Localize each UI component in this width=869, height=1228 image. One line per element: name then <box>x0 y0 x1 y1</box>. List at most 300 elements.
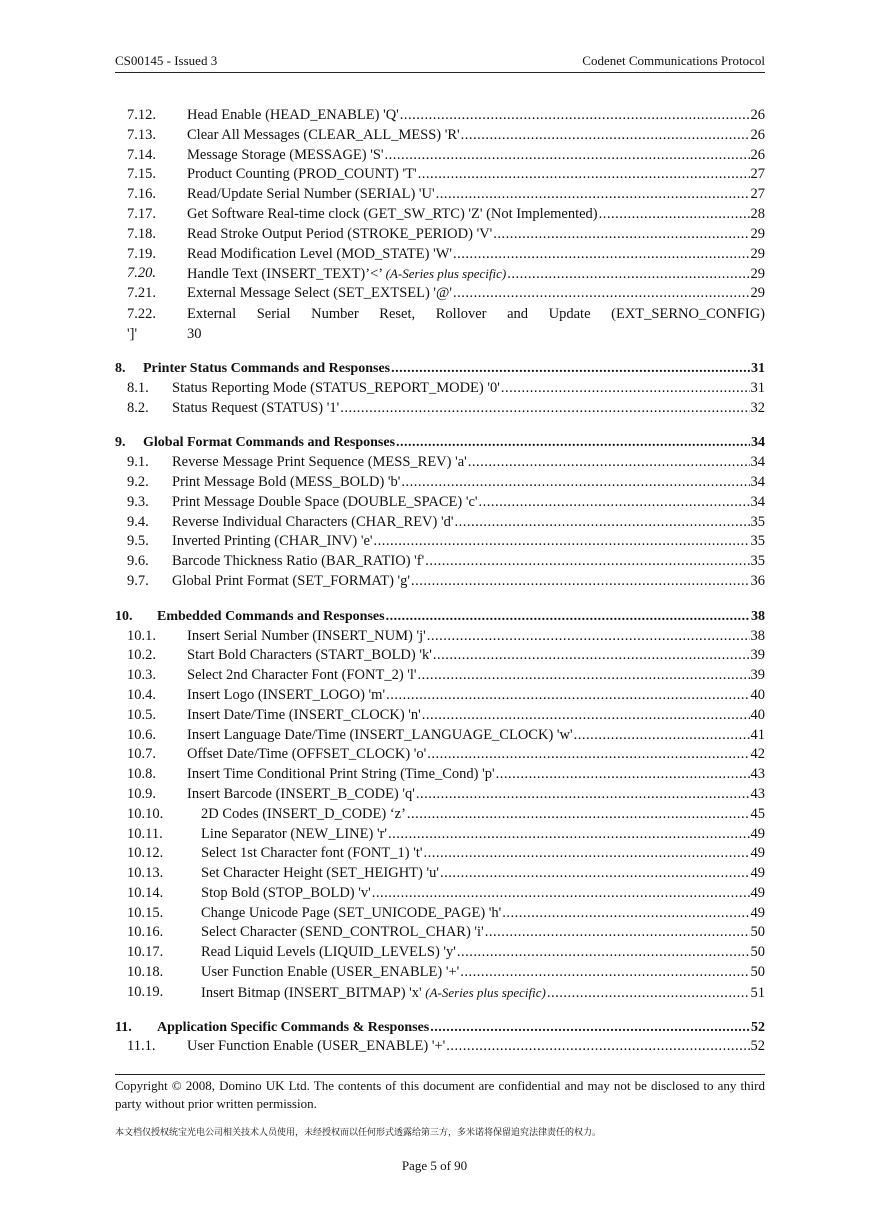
toc-gap <box>115 592 765 607</box>
toc-entry-line <box>187 1037 765 1057</box>
toc-entry-line <box>187 185 765 205</box>
toc-entry-title <box>143 433 395 453</box>
toc-entry-title-text: Select Character (SEND_CONTROL_CHAR) 'i' <box>201 924 484 941</box>
toc-entry[interactable] <box>115 572 765 592</box>
toc-entry[interactable] <box>115 359 765 379</box>
toc-leader-dots <box>496 765 750 785</box>
toc-leader-dots <box>479 493 750 513</box>
toc-entry-page: 34 <box>750 473 765 490</box>
toc-entry-number: 10.10. <box>127 805 164 822</box>
toc-entry-line <box>187 264 765 285</box>
toc-entry[interactable] <box>115 706 765 726</box>
toc-entry-title <box>187 627 426 647</box>
toc-entry-number: 8.2. <box>127 399 149 416</box>
toc-entry-title <box>187 646 432 666</box>
toc-entry-line <box>143 433 765 453</box>
toc-entry-title-text: Read Liquid Levels (LIQUID_LEVELS) 'y' <box>201 944 456 961</box>
toc-entry-line <box>172 552 765 572</box>
doc-title: Codenet Communications Protocol <box>582 53 765 68</box>
toc-entry-number: 9.6. <box>127 553 149 570</box>
toc-entry-number: 7.17. <box>127 205 156 222</box>
toc-entry-line <box>172 473 765 493</box>
toc-entry-title-text: Print Message Double Space (DOUBLE_SPACE) 'c' <box>172 493 478 510</box>
toc-entry-number: 10.18. <box>127 964 164 981</box>
toc-entry-number: 9.7. <box>127 572 149 589</box>
toc-entry-line <box>172 453 765 473</box>
doc-id: CS00145 - Issued 3 <box>115 53 218 68</box>
toc-entry-page: 26 <box>750 146 765 163</box>
toc-leader-dots <box>468 453 750 473</box>
toc-entry-title <box>172 379 500 399</box>
toc-entry-title <box>187 106 399 126</box>
toc-entry-title <box>172 513 453 533</box>
toc-entry-title-text: Head Enable (HEAD_ENABLE) 'Q' <box>187 107 399 123</box>
toc-entry-page: 31 <box>751 360 765 376</box>
toc-entry-number: 10.3. <box>127 667 156 684</box>
toc-entry-title-text: Clear All Messages (CLEAR_ALL_MESS) 'R' <box>187 126 460 143</box>
toc-entry-title-text: 2D Codes (INSERT_D_CODE) ‘z’ <box>201 805 406 822</box>
toc-entry-title-text: Product Counting (PROD_COUNT) 'T' <box>187 166 417 183</box>
toc-leader-dots <box>407 805 750 825</box>
toc-entry-page: 49 <box>750 845 765 862</box>
toc-entry-line <box>172 493 765 513</box>
toc-entry-title <box>201 844 422 864</box>
toc-entry-title <box>201 884 371 904</box>
toc-entry[interactable] <box>115 264 765 284</box>
toc-entry-title <box>187 666 417 686</box>
toc-entry-title <box>157 607 385 627</box>
toc-leader-dots <box>547 984 750 1004</box>
toc-entry-note: (A-Series plus specific) <box>385 266 507 282</box>
toc-entry[interactable] <box>115 205 765 225</box>
toc-entry-page: 42 <box>750 746 765 763</box>
toc-entry-page: 29 <box>750 245 765 262</box>
toc-entry-title <box>201 943 456 963</box>
toc-entry-page: 29 <box>750 285 765 302</box>
toc-entry-number: 10.17. <box>127 944 164 961</box>
toc-entry-line <box>201 844 765 864</box>
toc-leader-dots <box>485 923 750 943</box>
toc-entry-title-text: Status Request (STATUS) '1' <box>172 399 340 416</box>
toc-entry[interactable] <box>115 864 765 884</box>
toc-entry-page: 31 <box>750 379 765 396</box>
toc-entry-line <box>187 106 765 126</box>
toc-entry[interactable] <box>115 666 765 686</box>
toc-entry-note: (A-Series plus specific) <box>425 984 546 1000</box>
toc-entry-page: 39 <box>750 667 765 684</box>
toc-leader-dots <box>391 359 750 379</box>
toc-entry-line <box>187 126 765 146</box>
toc-entry-line <box>187 627 765 647</box>
toc-entry-title-text: Status Reporting Mode (STATUS_REPORT_MODE) '0' <box>172 379 500 396</box>
toc-entry-number: 7.21. <box>127 285 156 302</box>
toc-leader-dots <box>453 284 749 304</box>
toc-entry[interactable] <box>115 884 765 904</box>
toc-entry-page: 45 <box>750 805 765 822</box>
toc-entry-line <box>187 726 765 746</box>
toc-leader-dots <box>574 726 750 746</box>
toc-entry-page: 50 <box>750 964 765 981</box>
toc-entry-page: 52 <box>751 1019 765 1035</box>
page-number: Page 5 of 90 <box>401 1158 468 1173</box>
toc-entry-number: 9.5. <box>127 533 149 550</box>
toc-entry-page: 34 <box>750 493 765 510</box>
toc-entry-line <box>187 205 765 225</box>
toc-leader-dots <box>433 646 750 666</box>
toc-entry-line <box>172 399 765 419</box>
toc-entry-number: 7.16. <box>127 186 156 203</box>
toc-entry-number: 7.15. <box>127 166 156 183</box>
toc-entry[interactable] <box>115 284 765 304</box>
toc-entry-title-text: Read Modification Level (MOD_STATE) 'W' <box>187 245 453 262</box>
toc-entry-page: 26 <box>750 107 765 123</box>
toc-leader-dots <box>427 627 750 647</box>
toc-leader-dots <box>460 963 749 983</box>
toc-leader-dots <box>507 265 749 285</box>
toc-entry-line <box>187 245 765 265</box>
toc-entry-number: 10.13. <box>127 865 164 882</box>
toc-entry-number: 10.12. <box>127 845 164 862</box>
toc-entry-page: 34 <box>751 435 765 451</box>
toc-leader-dots <box>386 686 749 706</box>
toc-leader-dots <box>401 473 749 493</box>
toc-entry-line <box>201 904 765 924</box>
toc-entry-line <box>187 225 765 245</box>
toc-entry-number: 8. <box>115 360 126 376</box>
toc-entry-line <box>187 165 765 185</box>
toc-entry[interactable] <box>115 146 765 166</box>
toc-leader-dots <box>453 245 749 265</box>
toc-entry-page: 49 <box>750 884 765 901</box>
toc-entry-number: 9.2. <box>127 473 149 490</box>
toc-entry-page: 30 <box>187 325 202 342</box>
toc-entry-page: 28 <box>750 205 765 222</box>
toc-entry-title <box>187 706 421 726</box>
toc-entry-number: 7.14. <box>127 146 156 163</box>
toc-entry-title <box>187 185 435 205</box>
toc-leader-dots <box>425 552 749 572</box>
toc-entry-line <box>187 284 765 304</box>
toc-entry-line <box>187 686 765 706</box>
toc-entry-line <box>143 359 765 379</box>
toc-entry-title-text: Start Bold Characters (START_BOLD) 'k' <box>187 647 432 664</box>
toc-entry-number: 9. <box>115 435 126 451</box>
table-of-contents <box>115 106 765 1057</box>
toc-entry-line <box>201 983 765 1004</box>
toc-entry[interactable] <box>115 923 765 943</box>
toc-entry[interactable] <box>115 245 765 265</box>
toc-entry[interactable] <box>115 646 765 666</box>
toc-entry-title <box>172 399 339 419</box>
toc-leader-dots <box>457 943 750 963</box>
toc-leader-dots <box>400 106 750 126</box>
toc-entry[interactable] <box>115 433 765 453</box>
toc-entry[interactable] <box>115 532 765 552</box>
toc-entry-title-text: Offset Date/Time (OFFSET_CLOCK) 'o' <box>187 746 427 763</box>
toc-entry-page: 52 <box>750 1038 765 1055</box>
toc-entry-number: 10.2. <box>127 647 156 664</box>
toc-entry-title-text: Global Print Format (SET_FORMAT) 'g' <box>172 572 411 589</box>
toc-entry[interactable] <box>115 1037 765 1057</box>
toc-entry-title <box>201 825 387 845</box>
toc-entry-number: 7.20. <box>127 265 156 282</box>
chinese-notice: 本文档仅授权统宝光电公司相关技术人员使用，未经授权而以任何形式透露给第三方，多米诺将保留追究法律责任的权力。 <box>115 1128 602 1138</box>
toc-entry-number: 11.1. <box>127 1038 156 1055</box>
toc-entry[interactable] <box>115 185 765 205</box>
toc-entry-line <box>201 943 765 963</box>
toc-entry[interactable] <box>115 165 765 185</box>
toc-entry-line <box>201 923 765 943</box>
toc-entry-number: 7.13. <box>127 126 156 143</box>
toc-leader-dots <box>340 399 749 419</box>
toc-entry-page: 26 <box>750 126 765 143</box>
toc-entry-title-text: Insert Serial Number (INSERT_NUM) 'j' <box>187 627 426 644</box>
toc-entry-title-text: Inverted Printing (CHAR_INV) 'e' <box>172 533 373 550</box>
toc-entry-title <box>172 453 467 473</box>
toc-entry-page: 38 <box>751 608 765 624</box>
toc-entry[interactable] <box>115 627 765 647</box>
toc-entry-number: 9.1. <box>127 454 149 471</box>
toc-entry-number: 10.4. <box>127 686 156 703</box>
toc-entry[interactable] <box>115 106 765 126</box>
toc-leader-dots <box>461 126 750 146</box>
toc-entry[interactable] <box>115 552 765 572</box>
toc-entry-title <box>172 473 400 493</box>
toc-gap <box>115 418 765 433</box>
toc-entry-title <box>172 552 424 572</box>
toc-entry-number: 7.19. <box>127 245 156 262</box>
toc-entry-page: 29 <box>750 225 765 242</box>
toc-entry-title-text: Get Software Real-time clock (GET_SW_RTC) 'Z' (Not Implemented) <box>187 205 598 222</box>
toc-entry[interactable] <box>115 686 765 706</box>
toc-entry[interactable] <box>115 126 765 146</box>
toc-entry-number: 10.11. <box>127 825 163 842</box>
toc-entry-page: 51 <box>750 984 765 1001</box>
toc-entry-page: 35 <box>750 553 765 570</box>
toc-entry-number: 9.3. <box>127 493 149 510</box>
toc-entry-title <box>187 1037 445 1057</box>
toc-leader-dots <box>416 785 750 805</box>
toc-entry-page: 27 <box>750 166 765 183</box>
toc-gap <box>115 344 765 359</box>
toc-entry-title-text: Insert Date/Time (INSERT_CLOCK) 'n' <box>187 706 421 723</box>
toc-entry-page: 34 <box>750 454 765 471</box>
toc-entry-title-text: Read Stroke Output Period (STROKE_PERIOD) 'V' <box>187 225 493 242</box>
toc-entry-page: 35 <box>750 533 765 550</box>
toc-leader-dots <box>493 225 749 245</box>
toc-entry[interactable] <box>115 453 765 473</box>
toc-leader-dots <box>411 572 749 592</box>
toc-leader-dots <box>418 165 750 185</box>
toc-entry-title <box>172 572 410 592</box>
toc-entry[interactable] <box>115 1018 765 1038</box>
toc-leader-dots <box>446 1037 749 1057</box>
toc-leader-dots <box>374 532 750 552</box>
toc-entry-title <box>187 165 417 185</box>
toc-leader-dots <box>396 433 750 453</box>
toc-leader-dots <box>423 844 749 864</box>
toc-entry-title <box>143 359 390 379</box>
toc-entry-page: 36 <box>750 572 765 589</box>
toc-leader-dots <box>454 513 749 533</box>
toc-leader-dots <box>385 146 750 166</box>
toc-entry[interactable] <box>115 765 765 785</box>
toc-leader-dots <box>440 864 750 884</box>
toc-entry-page: 43 <box>750 766 765 783</box>
toc-entry-title-text: Embedded Commands and Responses <box>157 608 385 624</box>
toc-entry-page: 38 <box>750 627 765 644</box>
toc-entry-page: 50 <box>750 924 765 941</box>
toc-entry[interactable] <box>115 493 765 513</box>
toc-entry-line <box>157 607 765 627</box>
toc-entry-line <box>201 825 765 845</box>
toc-entry-title <box>187 146 384 166</box>
toc-entry-title-text: Change Unicode Page (SET_UNICODE_PAGE) 'h' <box>201 904 502 921</box>
toc-entry-page: 39 <box>750 647 765 664</box>
toc-entry-title-text: Set Character Height (SET_HEIGHT) 'u' <box>201 865 439 882</box>
toc-entry[interactable] <box>115 304 765 324</box>
toc-entry-title-tail: ']' <box>127 325 138 342</box>
toc-entry[interactable] <box>115 904 765 924</box>
toc-entry-page: 40 <box>750 686 765 703</box>
toc-entry-title <box>201 963 459 983</box>
toc-leader-dots <box>418 666 750 686</box>
toc-entry-title-text: Select 1st Character font (FONT_1) 't' <box>201 845 423 862</box>
toc-leader-dots <box>422 706 750 726</box>
toc-entry-title-text: Reverse Individual Characters (CHAR_REV) 'd' <box>172 513 454 530</box>
toc-leader-dots <box>372 884 750 904</box>
toc-entry-line <box>187 146 765 166</box>
toc-entry[interactable] <box>115 513 765 533</box>
toc-entry-title-text: Application Specific Commands & Responses <box>157 1019 430 1035</box>
toc-entry-line <box>187 706 765 726</box>
toc-entry-page: 49 <box>750 825 765 842</box>
toc-leader-dots <box>388 825 750 845</box>
toc-entry-line <box>201 963 765 983</box>
toc-entry-number: 10.19. <box>127 983 164 1000</box>
toc-entry-line <box>187 646 765 666</box>
toc-entry-page: 29 <box>750 266 765 283</box>
toc-entry[interactable] <box>115 726 765 746</box>
toc-entry-line <box>172 532 765 552</box>
toc-entry[interactable] <box>115 844 765 864</box>
toc-entry-page: 50 <box>750 944 765 961</box>
toc-entry-title <box>187 264 506 285</box>
toc-entry-number: 10.8. <box>127 766 156 783</box>
toc-entry-title-text: Handle Text (INSERT_TEXT)’<’ <box>187 266 386 283</box>
toc-entry-line <box>172 379 765 399</box>
toc-entry-page: 27 <box>750 186 765 203</box>
toc-entry[interactable] <box>115 607 765 627</box>
toc-entry-line <box>172 513 765 533</box>
toc-entry-title <box>187 126 460 146</box>
toc-entry[interactable] <box>115 225 765 245</box>
toc-entry-number: 7.22. <box>127 305 156 322</box>
toc-entry[interactable] <box>115 473 765 493</box>
toc-leader-dots <box>502 904 749 924</box>
toc-entry[interactable] <box>115 379 765 399</box>
toc-entry-line <box>157 1018 765 1038</box>
toc-entry-number: 10. <box>115 608 133 624</box>
header-rule <box>115 72 765 73</box>
toc-entry-number: 10.7. <box>127 746 156 763</box>
toc-entry-title <box>187 726 573 746</box>
toc-leader-dots <box>386 607 750 627</box>
toc-entry[interactable] <box>115 825 765 845</box>
toc-entry-title-text: Select 2nd Character Font (FONT_2) 'l' <box>187 667 417 684</box>
toc-entry-title <box>201 923 484 943</box>
toc-entry-title <box>172 493 478 513</box>
toc-entry-line <box>201 805 765 825</box>
toc-entry-title-text: Insert Language Date/Time (INSERT_LANGUAGE_CLOCK) 'w' <box>187 726 573 743</box>
toc-entry-title-text: Insert Logo (INSERT_LOGO) 'm' <box>187 686 386 703</box>
toc-entry-page: 49 <box>750 904 765 921</box>
toc-entry-line <box>187 666 765 686</box>
toc-entry-number: 11. <box>115 1019 132 1035</box>
toc-entry[interactable] <box>115 963 765 983</box>
toc-entry-number: 10.9. <box>127 785 156 802</box>
toc-entry-number: 7.12. <box>127 107 156 123</box>
page-header <box>115 53 765 71</box>
toc-entry-title <box>201 904 501 924</box>
toc-entry-title <box>187 686 385 706</box>
toc-entry-title-text: Insert Barcode (INSERT_B_CODE) 'q' <box>187 785 415 802</box>
toc-leader-dots <box>436 185 750 205</box>
toc-entry-page: 41 <box>750 726 765 743</box>
toc-entry[interactable] <box>115 785 765 805</box>
toc-entry-title-text: Read/Update Serial Number (SERIAL) 'U' <box>187 186 435 203</box>
toc-entry-line <box>187 745 765 765</box>
toc-entry-title <box>187 245 452 265</box>
toc-entry-title <box>201 983 546 1004</box>
toc-entry-page: 49 <box>750 865 765 882</box>
toc-entry-title <box>187 225 492 245</box>
toc-entry-title-text: Line Separator (NEW_LINE) 'r' <box>201 825 387 842</box>
toc-entry-number: 10.14. <box>127 884 164 901</box>
toc-entry-title <box>187 205 598 225</box>
toc-entry-number: 9.4. <box>127 513 149 530</box>
toc-entry[interactable] <box>115 805 765 825</box>
toc-entry-title-text: Stop Bold (STOP_BOLD) 'v' <box>201 884 371 901</box>
toc-entry-number: 10.5. <box>127 706 156 723</box>
toc-entry[interactable] <box>115 983 765 1003</box>
toc-entry-title-text: Message Storage (MESSAGE) 'S' <box>187 146 384 163</box>
toc-entry-title <box>187 785 415 805</box>
toc-entry[interactable] <box>115 399 765 419</box>
toc-entry-number: 10.16. <box>127 924 164 941</box>
toc-entry-number: 10.6. <box>127 726 156 743</box>
toc-entry-number: 10.1. <box>127 627 156 644</box>
toc-entry-number: 7.18. <box>127 225 156 242</box>
toc-entry-continuation <box>115 324 765 344</box>
toc-entry-title-text: Insert Bitmap (INSERT_BITMAP) 'x' <box>201 984 426 1001</box>
toc-entry[interactable] <box>115 745 765 765</box>
toc-entry-page: 32 <box>750 399 765 416</box>
toc-entry-line <box>201 884 765 904</box>
toc-entry-title: External Serial Number Reset, Rollover and Update (EXT_SERNO_CONFIG) <box>187 305 765 322</box>
toc-entry[interactable] <box>115 943 765 963</box>
toc-entry-title-text: Printer Status Commands and Responses <box>143 360 391 376</box>
toc-entry-title <box>201 805 406 825</box>
toc-leader-dots <box>430 1018 750 1038</box>
toc-entry-title-text: User Function Enable (USER_ENABLE) '+' <box>201 964 460 981</box>
toc-entry-line <box>201 864 765 884</box>
toc-entry-title <box>157 1018 429 1038</box>
toc-entry-line <box>187 785 765 805</box>
toc-entry-number: 10.15. <box>127 904 164 921</box>
toc-entry-title-text: Insert Time Conditional Print String (Time_Cond) 'p' <box>187 766 495 783</box>
toc-entry-title <box>172 532 373 552</box>
